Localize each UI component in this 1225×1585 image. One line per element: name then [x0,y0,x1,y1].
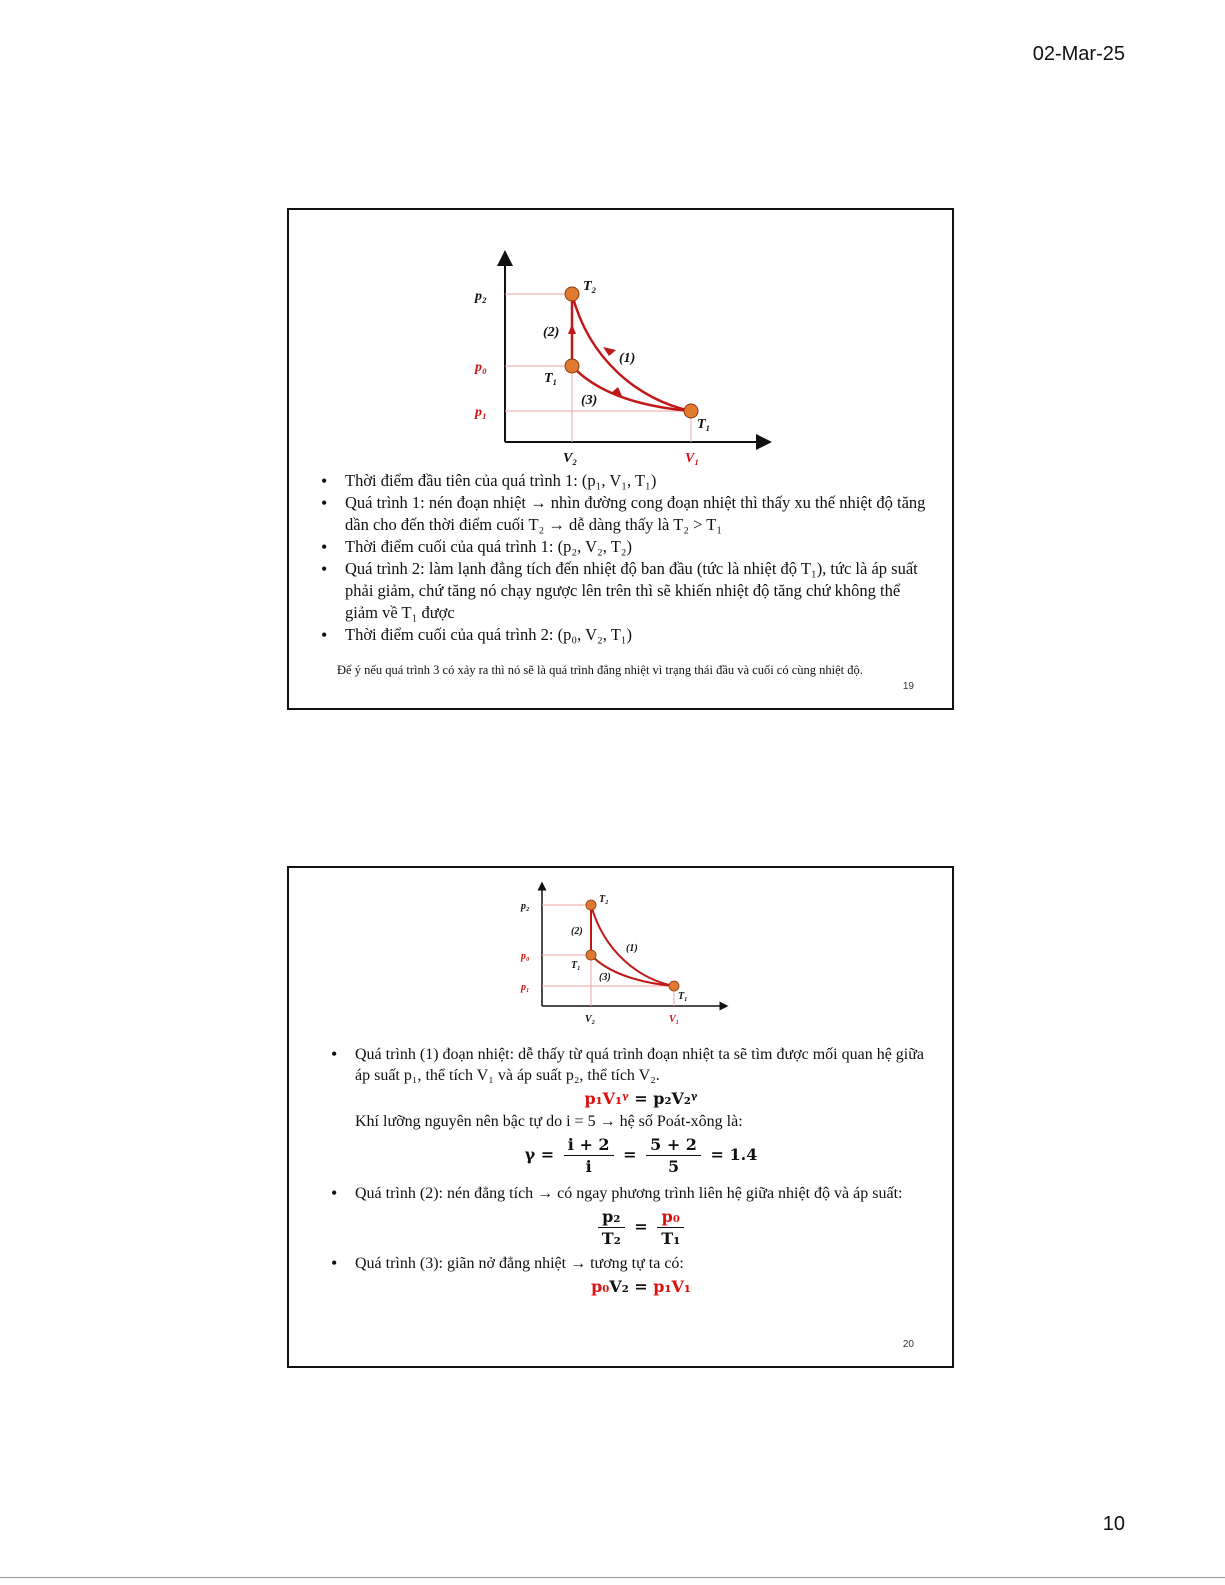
label-process-3: (3) [581,393,598,408]
pv-diagram [459,250,779,465]
list-item: • Quá trình 1: nén đoạn nhiệt → nhìn đường cong đoạn nhiệt thì thấy xu thế nhiệt độ tăng dần cho đến thời điểm cuối T₂ → dễ dàng thấy là T₂ > T₁ [317,492,932,536]
point-t2 [565,287,579,301]
denominator: 5 [667,1157,680,1176]
label-process-2: (2) [571,926,583,937]
slide1-bullet-list [317,470,932,646]
fraction [598,1206,625,1249]
label-process-1: (1) [619,351,636,366]
slide2-bullet-list [327,1044,927,1299]
arrow-process-2 [568,324,576,334]
equation-part: γ = [524,1145,555,1164]
equation-part: p₀ [591,1277,610,1296]
denominator: T₂ [601,1229,621,1248]
equation-part: = [634,1217,648,1236]
fraction [564,1134,614,1177]
label-p0: p₀ [521,951,530,962]
equation-part: = 1.4 [710,1145,758,1164]
equation-part: p₁V₁ [653,1277,691,1296]
text-line: Khí lưỡng nguyên nên bậc tự do i = 5 → hệ số Poát-xông là: [355,1113,743,1130]
denominator: T₁ [661,1229,681,1248]
label-t2: T₂ [599,894,609,905]
equation-part: = [623,1145,637,1164]
point-t1-mid [586,950,596,960]
page-date: 02-Mar-25 [1032,43,1125,65]
bottom-rule [0,1577,1225,1578]
equation-gamma [355,1134,927,1177]
label-v2: V₂ [585,1014,596,1025]
slide-number: 19 [902,681,914,692]
equation-adiabatic [355,1088,927,1109]
label-process-3: (3) [599,972,611,983]
label-v1: V₁ [669,1014,680,1025]
label-p2: p₂ [521,901,530,912]
label-p0: p₀ [475,360,487,375]
numerator: i + 2 [564,1134,614,1156]
label-p1: p₁ [521,982,530,993]
equation-part: p₁V₁ᵞ [584,1089,629,1108]
list-item [327,1044,927,1177]
label-p2: p₂ [475,289,487,304]
list-item: • Quá trình 2: làm lạnh đẳng tích đến nhiệt độ ban đầu (tức là nhiệt độ T₁), tức là áp suất phải giảm, chứ tăng nó chạy ngược lên trên thì sẽ khiến nhiệt độ tăng chứ không thể giảm về T₁ được [317,558,932,624]
equation-part: V₂ = [609,1277,648,1296]
point-t2 [586,900,596,910]
equation-isochoric [355,1206,927,1249]
label-v2: V₂ [563,451,578,465]
slide-number: 20 [902,1339,914,1350]
numerator: 5 + 2 [646,1134,701,1156]
list-item: • Thời điểm đầu tiên của quá trình 1: (p₁, V₁, T₁) [317,470,932,492]
label-p1: p₁ [475,405,487,420]
list-item [327,1183,927,1249]
label-process-1: (1) [626,943,638,954]
label-v1: V₁ [685,451,700,465]
fraction [657,1206,684,1249]
bullet-text: Quá trình (3): giãn nở đẳng nhiệt → tương tự ta có: [355,1255,684,1272]
denominator: i [585,1157,592,1176]
label-t1-right: T₁ [678,991,688,1002]
bullet-text: Quá trình (2): nén đẳng tích → có ngay phương trình liên hệ giữa nhiệt độ và áp suất: [355,1185,903,1202]
list-item [327,1253,927,1297]
label-t1-mid: T₁ [571,960,581,971]
point-t1-right [684,404,698,418]
label-t1-mid: T₁ [544,371,558,386]
page-number: 10 [1102,1513,1125,1535]
label-process-2: (2) [543,325,560,340]
numerator: p₂ [598,1206,625,1228]
fraction [646,1134,701,1177]
list-item: • Thời điểm cuối của quá trình 2: (p₀, V₂, T₁) [317,624,932,646]
slide1-note: Để ý nếu quá trình 3 có xảy ra thì nó sẽ là quá trình đẳng nhiệt vì trạng thái đầu và cuối có cùng nhiệt độ. [337,663,863,677]
slide-19 [287,208,954,710]
label-t2: T₂ [583,279,597,294]
point-t1-mid [565,359,579,373]
equation-isothermal [355,1276,927,1297]
arrow-process-1 [603,347,616,356]
list-item: • Thời điểm cuối của quá trình 1: (p₂, V₂, T₂) [317,536,932,558]
numerator: p₀ [657,1206,684,1228]
bullet-text: Quá trình (1) đoạn nhiệt: dễ thấy từ quá trình đoạn nhiệt ta sẽ tìm được mối quan hệ giữa áp suất p₁, thể tích V₁ và áp suất p₂, thể tích V₂. [355,1046,925,1084]
equation-part: = p₂V₂ᵞ [634,1089,698,1108]
pv-diagram-small [509,882,739,1032]
label-t1-right: T₁ [697,417,711,432]
point-t1-right [669,981,679,991]
slide-20 [287,866,954,1368]
